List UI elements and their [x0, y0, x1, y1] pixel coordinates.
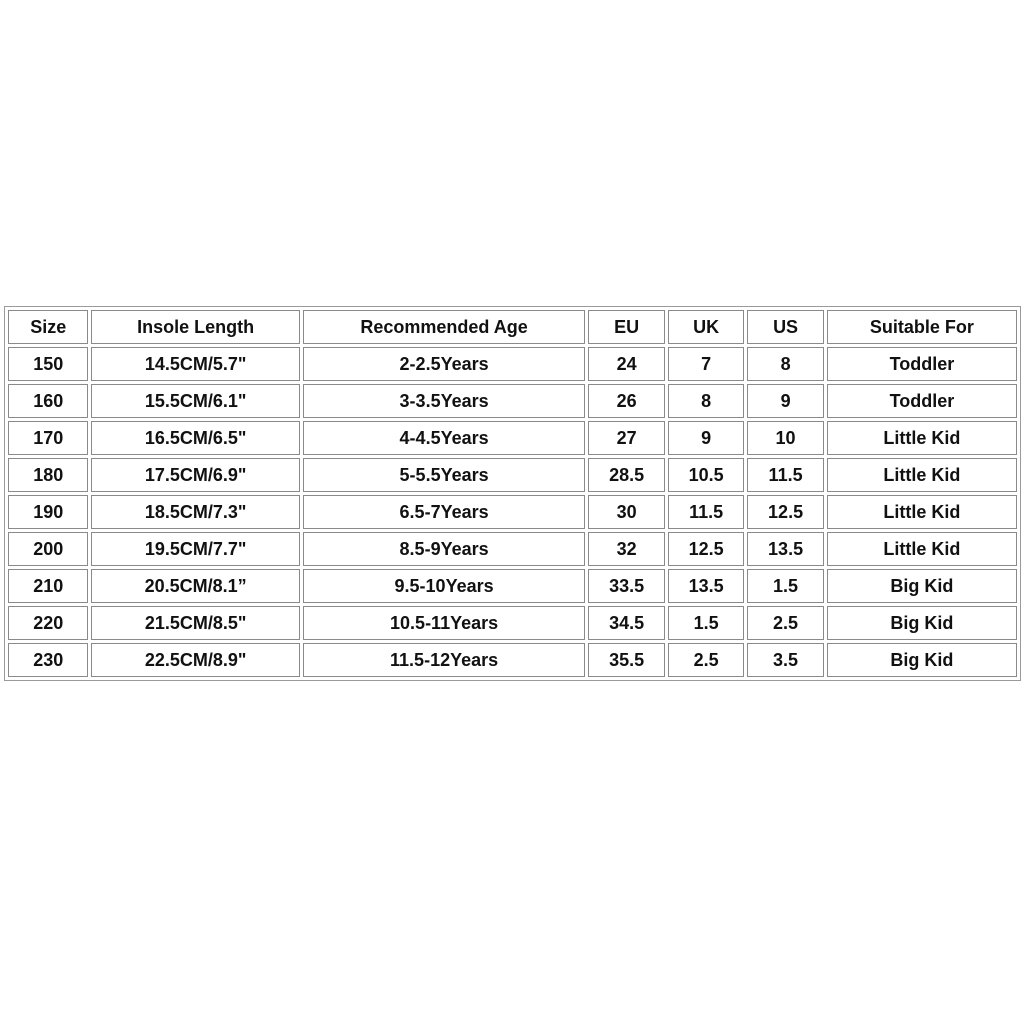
- cell-uk: 7: [668, 347, 744, 381]
- table-row: [8, 569, 1017, 603]
- cell-recommended-age: 10.5-11Years: [303, 606, 586, 640]
- cell-suitable-for: Big Kid: [827, 643, 1017, 677]
- cell-insole-length: 20.5CM/8.1”: [91, 569, 299, 603]
- cell-us: 8: [747, 347, 823, 381]
- cell-eu: 34.5: [588, 606, 664, 640]
- cell-recommended-age: 6.5-7Years: [303, 495, 586, 529]
- cell-size: 160: [8, 384, 88, 418]
- table-row: [8, 606, 1017, 640]
- cell-us: 2.5: [747, 606, 823, 640]
- cell-eu: 33.5: [588, 569, 664, 603]
- cell-suitable-for: Little Kid: [827, 532, 1017, 566]
- table-row: [8, 384, 1017, 418]
- cell-insole-length: 14.5CM/5.7": [91, 347, 299, 381]
- table-row: [8, 458, 1017, 492]
- cell-size: 210: [8, 569, 88, 603]
- cell-size: 230: [8, 643, 88, 677]
- cell-recommended-age: 5-5.5Years: [303, 458, 586, 492]
- header-suitable-for: Suitable For: [827, 310, 1017, 344]
- cell-uk: 13.5: [668, 569, 744, 603]
- cell-suitable-for: Big Kid: [827, 569, 1017, 603]
- cell-eu: 27: [588, 421, 664, 455]
- cell-uk: 10.5: [668, 458, 744, 492]
- cell-recommended-age: 3-3.5Years: [303, 384, 586, 418]
- cell-eu: 24: [588, 347, 664, 381]
- cell-eu: 30: [588, 495, 664, 529]
- cell-insole-length: 18.5CM/7.3": [91, 495, 299, 529]
- cell-us: 9: [747, 384, 823, 418]
- cell-us: 3.5: [747, 643, 823, 677]
- cell-uk: 2.5: [668, 643, 744, 677]
- cell-insole-length: 21.5CM/8.5": [91, 606, 299, 640]
- cell-us: 12.5: [747, 495, 823, 529]
- table-row: [8, 643, 1017, 677]
- cell-recommended-age: 8.5-9Years: [303, 532, 586, 566]
- cell-insole-length: 16.5CM/6.5": [91, 421, 299, 455]
- cell-uk: 12.5: [668, 532, 744, 566]
- cell-recommended-age: 4-4.5Years: [303, 421, 586, 455]
- header-us: US: [747, 310, 823, 344]
- cell-size: 190: [8, 495, 88, 529]
- cell-eu: 32: [588, 532, 664, 566]
- cell-size: 180: [8, 458, 88, 492]
- cell-suitable-for: Big Kid: [827, 606, 1017, 640]
- table-body: [8, 347, 1017, 677]
- cell-suitable-for: Little Kid: [827, 421, 1017, 455]
- size-chart-table: [4, 306, 1021, 681]
- cell-suitable-for: Little Kid: [827, 458, 1017, 492]
- cell-insole-length: 17.5CM/6.9": [91, 458, 299, 492]
- cell-us: 1.5: [747, 569, 823, 603]
- header-uk: UK: [668, 310, 744, 344]
- cell-uk: 1.5: [668, 606, 744, 640]
- header-insole-length: Insole Length: [91, 310, 299, 344]
- cell-insole-length: 22.5CM/8.9": [91, 643, 299, 677]
- cell-suitable-for: Toddler: [827, 347, 1017, 381]
- cell-us: 10: [747, 421, 823, 455]
- cell-size: 150: [8, 347, 88, 381]
- cell-size: 200: [8, 532, 88, 566]
- table-row: [8, 495, 1017, 529]
- table-row: [8, 532, 1017, 566]
- cell-us: 11.5: [747, 458, 823, 492]
- header-eu: EU: [588, 310, 664, 344]
- cell-recommended-age: 9.5-10Years: [303, 569, 586, 603]
- cell-recommended-age: 2-2.5Years: [303, 347, 586, 381]
- cell-recommended-age: 11.5-12Years: [303, 643, 586, 677]
- table-row: [8, 421, 1017, 455]
- cell-eu: 35.5: [588, 643, 664, 677]
- cell-suitable-for: Toddler: [827, 384, 1017, 418]
- cell-size: 220: [8, 606, 88, 640]
- cell-uk: 11.5: [668, 495, 744, 529]
- cell-uk: 8: [668, 384, 744, 418]
- header-recommended-age: Recommended Age: [303, 310, 586, 344]
- cell-us: 13.5: [747, 532, 823, 566]
- cell-insole-length: 15.5CM/6.1": [91, 384, 299, 418]
- cell-eu: 28.5: [588, 458, 664, 492]
- table-header-row: [8, 310, 1017, 344]
- table-row: [8, 347, 1017, 381]
- cell-uk: 9: [668, 421, 744, 455]
- header-size: Size: [8, 310, 88, 344]
- cell-suitable-for: Little Kid: [827, 495, 1017, 529]
- cell-eu: 26: [588, 384, 664, 418]
- cell-size: 170: [8, 421, 88, 455]
- cell-insole-length: 19.5CM/7.7": [91, 532, 299, 566]
